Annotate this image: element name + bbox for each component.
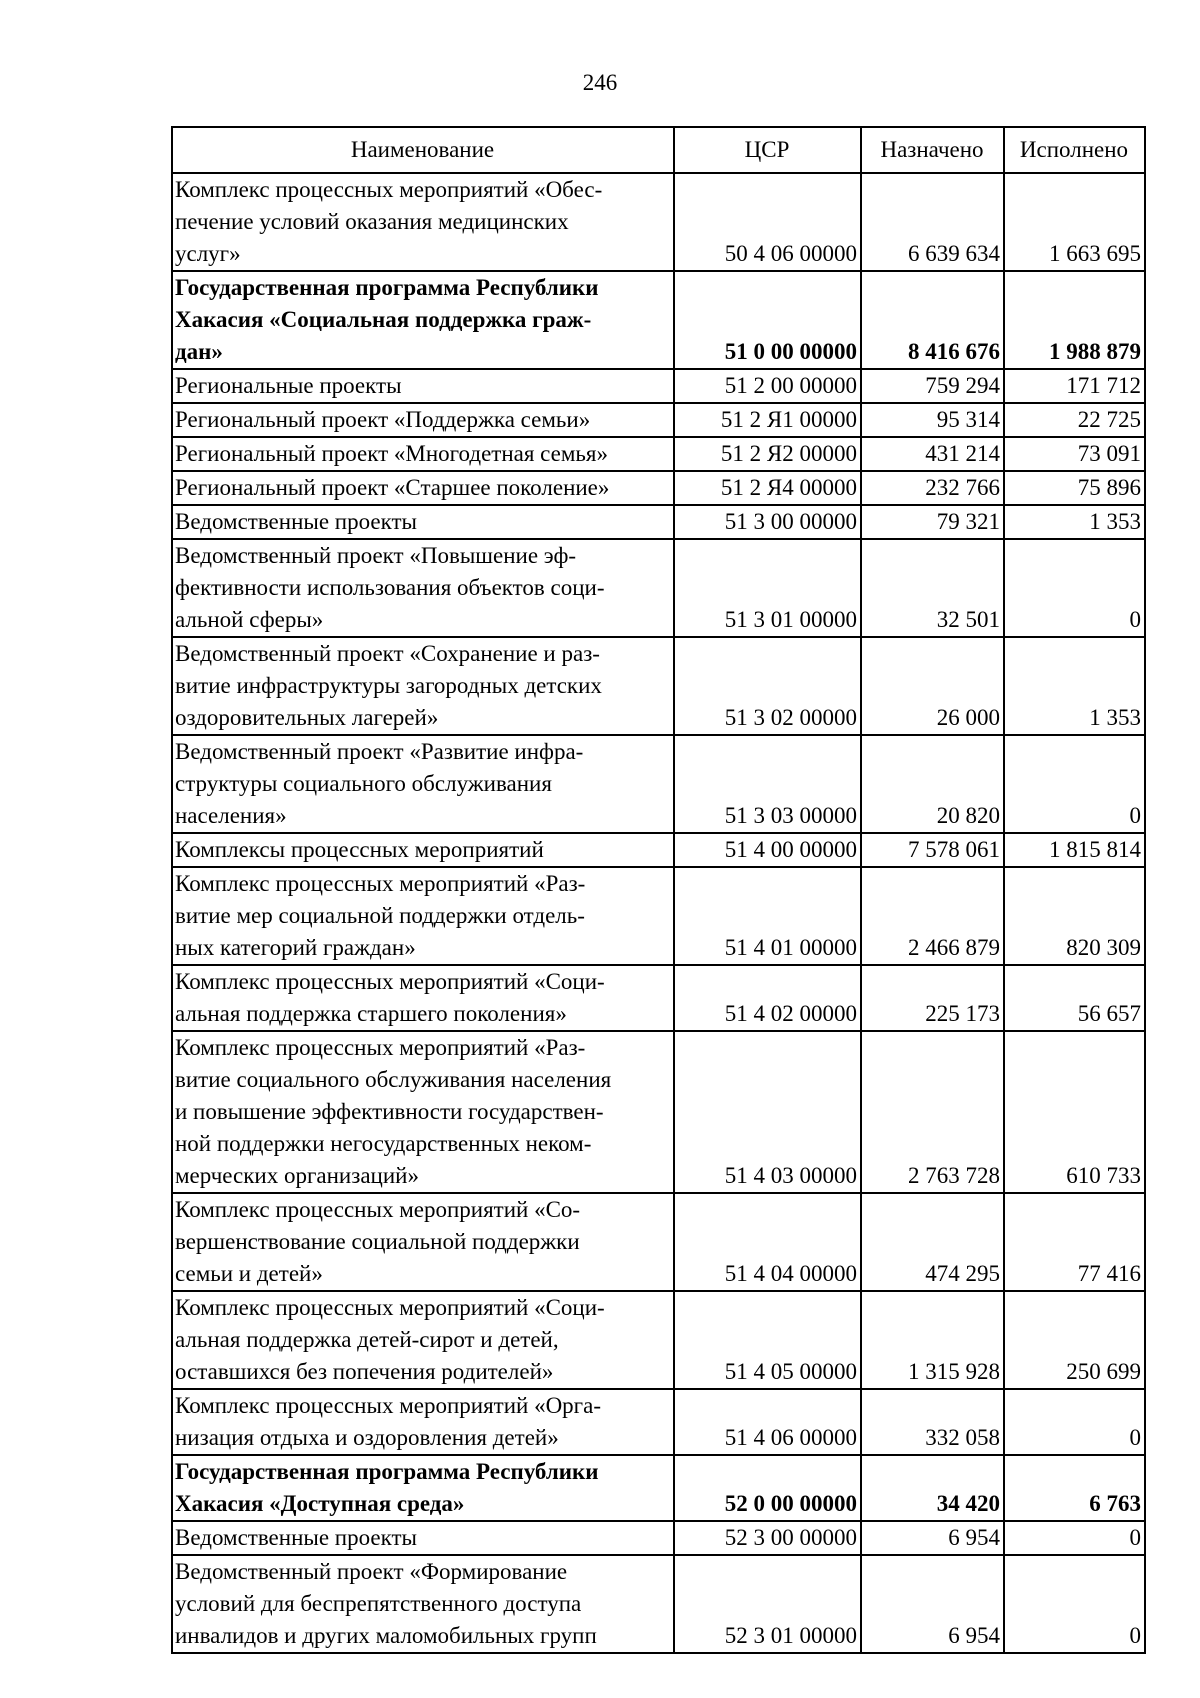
row-csr-cell: 51 3 00 00000 [674, 505, 861, 539]
row-assigned-cell: 225 173 [861, 965, 1004, 1031]
row-csr-cell: 51 4 04 00000 [674, 1193, 861, 1291]
row-name-cell: Региональный проект «Поддержка семьи» [172, 403, 674, 437]
row-name-cell: Ведомственный проект «Развитие инфра- структуры социального обслуживания населения» [172, 735, 674, 833]
row-csr-cell: 51 3 03 00000 [674, 735, 861, 833]
row-assigned-cell: 6 639 634 [861, 173, 1004, 271]
row-assigned-cell: 759 294 [861, 369, 1004, 403]
row-csr-cell: 52 0 00 00000 [674, 1455, 861, 1521]
row-name-cell: Ведомственный проект «Повышение эф- фективности использования объектов соци- альной сферы» [172, 539, 674, 637]
row-executed-cell: 1 353 [1004, 505, 1145, 539]
row-executed-cell: 1 815 814 [1004, 833, 1145, 867]
row-csr-cell: 52 3 01 00000 [674, 1555, 861, 1653]
row-csr-cell: 51 2 Я4 00000 [674, 471, 861, 505]
table-row [172, 471, 1145, 505]
row-name-cell: Комплекс процессных мероприятий «Орга- низация отдыха и оздоровления детей» [172, 1389, 674, 1455]
row-assigned-cell: 20 820 [861, 735, 1004, 833]
row-name-cell: Ведомственный проект «Сохранение и раз- витие инфраструктуры загородных детских оздоровительных лагерей» [172, 637, 674, 735]
table-row [172, 271, 1145, 369]
row-executed-cell: 0 [1004, 1521, 1145, 1555]
row-assigned-cell: 6 954 [861, 1555, 1004, 1653]
row-assigned-cell: 8 416 676 [861, 271, 1004, 369]
row-csr-cell: 51 3 02 00000 [674, 637, 861, 735]
row-executed-cell: 1 353 [1004, 637, 1145, 735]
row-assigned-cell: 232 766 [861, 471, 1004, 505]
row-name-cell: Региональные проекты [172, 369, 674, 403]
row-executed-cell: 0 [1004, 539, 1145, 637]
row-assigned-cell: 7 578 061 [861, 833, 1004, 867]
table-row [172, 1455, 1145, 1521]
table-row [172, 965, 1145, 1031]
row-csr-cell: 51 2 Я1 00000 [674, 403, 861, 437]
row-name-cell: Государственная программа Республики Хакасия «Социальная поддержка граж- дан» [172, 271, 674, 369]
table-row [172, 437, 1145, 471]
table-row [172, 1521, 1145, 1555]
row-assigned-cell: 95 314 [861, 403, 1004, 437]
row-csr-cell: 51 3 01 00000 [674, 539, 861, 637]
header-name: Наименование [172, 127, 674, 173]
row-executed-cell: 56 657 [1004, 965, 1145, 1031]
header-executed: Исполнено [1004, 127, 1145, 173]
table-row [172, 505, 1145, 539]
table-header-row [172, 127, 1145, 173]
row-assigned-cell: 26 000 [861, 637, 1004, 735]
row-executed-cell: 171 712 [1004, 369, 1145, 403]
row-assigned-cell: 2 466 879 [861, 867, 1004, 965]
row-executed-cell: 0 [1004, 1555, 1145, 1653]
row-executed-cell: 75 896 [1004, 471, 1145, 505]
row-executed-cell: 6 763 [1004, 1455, 1145, 1521]
row-name-cell: Комплекс процессных мероприятий «Обес- печение условий оказания медицинских услуг» [172, 173, 674, 271]
row-csr-cell: 51 0 00 00000 [674, 271, 861, 369]
row-executed-cell: 1 988 879 [1004, 271, 1145, 369]
table-row [172, 539, 1145, 637]
table-row [172, 1193, 1145, 1291]
header-assigned: Назначено [861, 127, 1004, 173]
table-row [172, 369, 1145, 403]
row-name-cell: Ведомственные проекты [172, 1521, 674, 1555]
row-executed-cell: 820 309 [1004, 867, 1145, 965]
table-row [172, 1031, 1145, 1193]
row-csr-cell: 51 2 00 00000 [674, 369, 861, 403]
row-name-cell: Комплексы процессных мероприятий [172, 833, 674, 867]
row-executed-cell: 610 733 [1004, 1031, 1145, 1193]
row-csr-cell: 52 3 00 00000 [674, 1521, 861, 1555]
row-assigned-cell: 431 214 [861, 437, 1004, 471]
row-executed-cell: 250 699 [1004, 1291, 1145, 1389]
row-executed-cell: 77 416 [1004, 1193, 1145, 1291]
table-row [172, 403, 1145, 437]
row-assigned-cell: 79 321 [861, 505, 1004, 539]
row-executed-cell: 0 [1004, 1389, 1145, 1455]
row-name-cell: Комплекс процессных мероприятий «Со- вершенствование социальной поддержки семьи и детей» [172, 1193, 674, 1291]
row-csr-cell: 51 4 00 00000 [674, 833, 861, 867]
table-row [172, 867, 1145, 965]
row-csr-cell: 51 4 02 00000 [674, 965, 861, 1031]
table-row [172, 1555, 1145, 1653]
row-name-cell: Комплекс процессных мероприятий «Соци- альная поддержка старшего поколения» [172, 965, 674, 1031]
row-name-cell: Комплекс процессных мероприятий «Соци- альная поддержка детей-сирот и детей, оставшихся без попечения родителей» [172, 1291, 674, 1389]
header-csr: ЦСР [674, 127, 861, 173]
row-executed-cell: 22 725 [1004, 403, 1145, 437]
row-csr-cell: 51 4 01 00000 [674, 867, 861, 965]
row-name-cell: Ведомственный проект «Формирование условий для беспрепятственного доступа инвалидов и других маломобильных групп [172, 1555, 674, 1653]
row-executed-cell: 1 663 695 [1004, 173, 1145, 271]
row-assigned-cell: 2 763 728 [861, 1031, 1004, 1193]
row-assigned-cell: 32 501 [861, 539, 1004, 637]
budget-table [171, 126, 1146, 1654]
row-name-cell: Ведомственные проекты [172, 505, 674, 539]
row-assigned-cell: 34 420 [861, 1455, 1004, 1521]
table-row [172, 1291, 1145, 1389]
row-assigned-cell: 6 954 [861, 1521, 1004, 1555]
page-number: 246 [582, 70, 618, 95]
table-row [172, 735, 1145, 833]
row-executed-cell: 73 091 [1004, 437, 1145, 471]
table-row [172, 637, 1145, 735]
row-csr-cell: 51 4 06 00000 [674, 1389, 861, 1455]
row-name-cell: Региональный проект «Многодетная семья» [172, 437, 674, 471]
table-body [172, 173, 1145, 1653]
row-csr-cell: 51 2 Я2 00000 [674, 437, 861, 471]
row-executed-cell: 0 [1004, 735, 1145, 833]
row-assigned-cell: 1 315 928 [861, 1291, 1004, 1389]
row-csr-cell: 50 4 06 00000 [674, 173, 861, 271]
row-assigned-cell: 332 058 [861, 1389, 1004, 1455]
row-name-cell: Региональный проект «Старшее поколение» [172, 471, 674, 505]
row-name-cell: Государственная программа Республики Хакасия «Доступная среда» [172, 1455, 674, 1521]
row-assigned-cell: 474 295 [861, 1193, 1004, 1291]
table-row [172, 173, 1145, 271]
table-row [172, 833, 1145, 867]
row-name-cell: Комплекс процессных мероприятий «Раз- витие социального обслуживания населения и повышение эффективности государствен- ной поддержки негосударственных неком- мерческих организаций» [172, 1031, 674, 1193]
row-csr-cell: 51 4 03 00000 [674, 1031, 861, 1193]
row-name-cell: Комплекс процессных мероприятий «Раз- витие мер социальной поддержки отдель- ных категорий граждан» [172, 867, 674, 965]
row-csr-cell: 51 4 05 00000 [674, 1291, 861, 1389]
table-row [172, 1389, 1145, 1455]
